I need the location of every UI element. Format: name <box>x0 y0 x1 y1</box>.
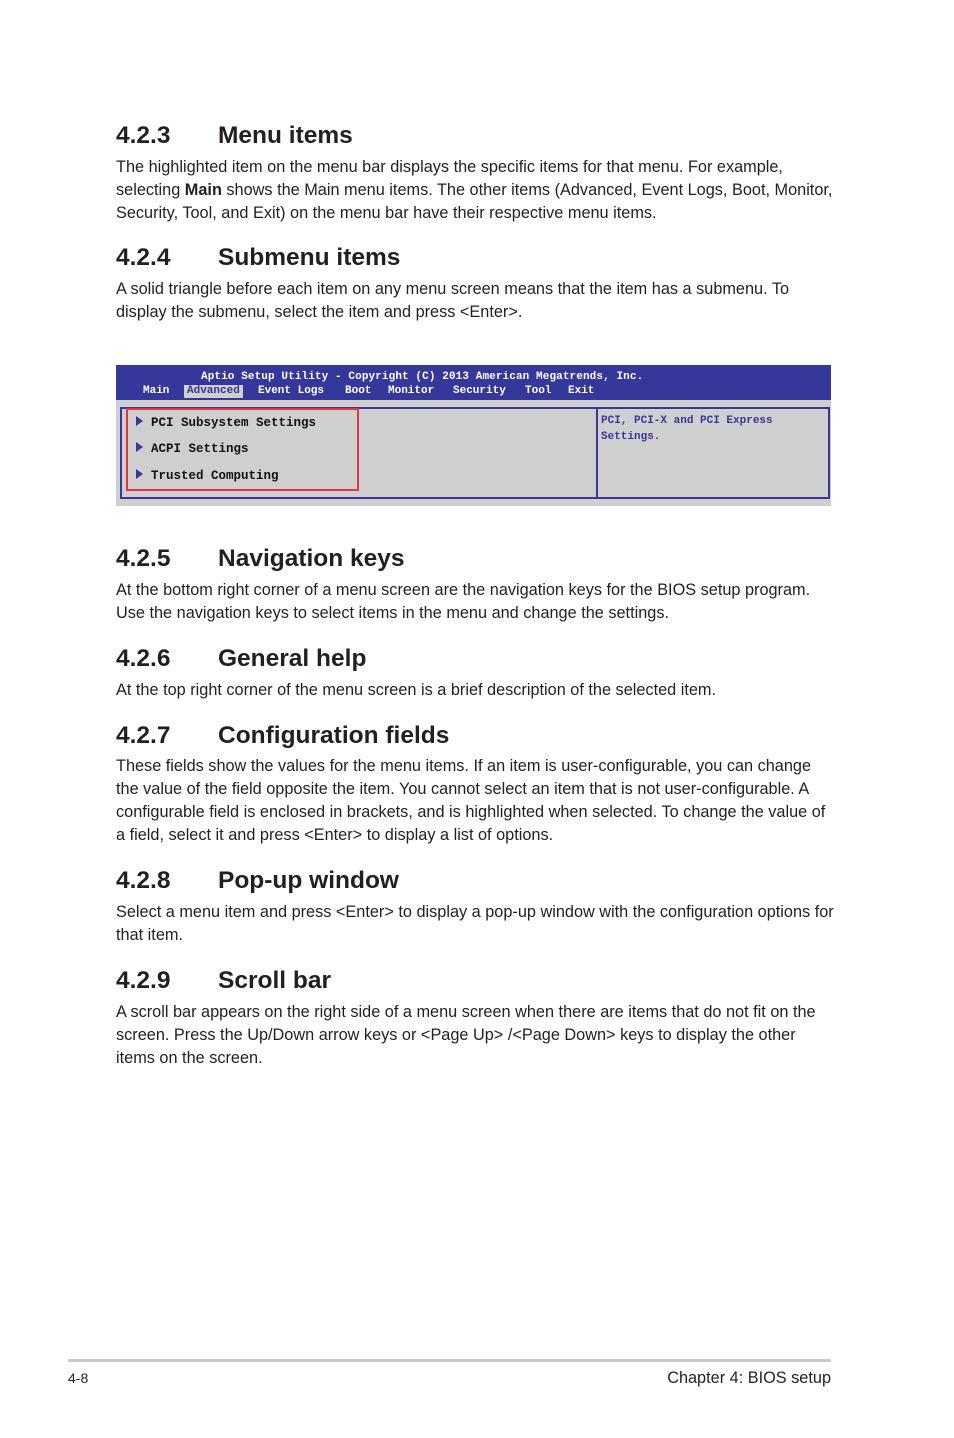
section-body: At the bottom right corner of a menu screen are the navigation keys for the BIOS setup program. Use the navigation keys to select items in the menu and change the settings. <box>116 581 811 622</box>
section-body: At the top right corner of the menu screen is a brief description of the selected item. <box>116 681 717 699</box>
bios-menu-boot[interactable]: Boot <box>345 385 372 397</box>
bios-help-text: PCI, PCI-X and PCI Express Settings. <box>601 415 773 443</box>
submenu-triangle-icon <box>136 469 143 479</box>
bios-menu-advanced[interactable]: Advanced <box>184 385 243 398</box>
section-navigation-keys <box>116 544 834 625</box>
section-heading: 4.2.5 Navigation keys <box>116 545 405 572</box>
bios-item-trusted-computing[interactable]: Trusted Computing <box>136 469 279 483</box>
bios-menu-security[interactable]: Security <box>453 385 506 397</box>
section-heading: 4.2.4 Submenu items <box>116 244 401 271</box>
bios-help-panel <box>596 407 830 499</box>
footer-divider <box>68 1359 831 1362</box>
section-submenu-items <box>116 243 834 324</box>
section-menu-items <box>116 121 834 225</box>
bios-menu-tool[interactable]: Tool <box>525 385 552 397</box>
bios-item-acpi[interactable]: ACPI Settings <box>136 442 249 456</box>
page-number: 4-8 <box>68 1370 89 1386</box>
section-body: Select a menu item and press <Enter> to display a pop-up window with the configuration options for that item. <box>116 903 834 944</box>
section-scroll-bar <box>116 966 834 1070</box>
chapter-title: Chapter 4: BIOS setup <box>667 1369 831 1387</box>
bios-item-pci-subsystem[interactable]: PCI Subsystem Settings <box>136 416 316 430</box>
bios-screenshot <box>116 365 831 506</box>
section-body: The highlighted item on the menu bar displays the specific items for that menu. For example, selecting Main shows the Main menu items. The other items (Advanced, Event Logs, Boot, Monitor, Security, Tool, and Exit) on the menu bar have their respective menu items. <box>116 158 833 222</box>
bios-menu-monitor[interactable]: Monitor <box>388 385 435 397</box>
section-body: These fields show the values for the menu items. If an item is user-configurable, you can change the value of the field opposite the item. You cannot select an item that is not user-configurable. A configurable field is enclosed in brackets, and is highlighted when selected. To change the value of a field, select it and press <Enter> to display a list of options. <box>116 757 826 844</box>
submenu-triangle-icon <box>136 416 143 426</box>
bios-title: Aptio Setup Utility - Copyright (C) 2013 American Megatrends, Inc. <box>201 371 644 383</box>
section-configuration-fields <box>116 721 834 847</box>
bios-menu-main[interactable]: Main <box>143 385 170 397</box>
section-general-help <box>116 644 834 702</box>
section-heading: 4.2.9 Scroll bar <box>116 967 332 994</box>
bios-header-bar <box>116 365 831 400</box>
submenu-triangle-icon <box>136 442 143 452</box>
section-heading: 4.2.6 General help <box>116 645 367 672</box>
bios-menu-exit[interactable]: Exit <box>568 385 595 397</box>
section-popup-window <box>116 866 834 947</box>
section-heading: 4.2.3 Menu items <box>116 122 353 149</box>
section-body: A scroll bar appears on the right side of a menu screen when there are items that do not fit on the screen. Press the Up/Down arrow keys or <Page Up> /<Page Down> keys to display the other items on the screen. <box>116 1003 816 1067</box>
section-heading: 4.2.7 Configuration fields <box>116 722 450 749</box>
section-body: A solid triangle before each item on any menu screen means that the item has a submenu. To display the submenu, select the item and press <Enter>. <box>116 280 790 321</box>
bios-menu-event-logs[interactable]: Event Logs <box>258 385 325 397</box>
section-heading: 4.2.8 Pop-up window <box>116 867 399 894</box>
